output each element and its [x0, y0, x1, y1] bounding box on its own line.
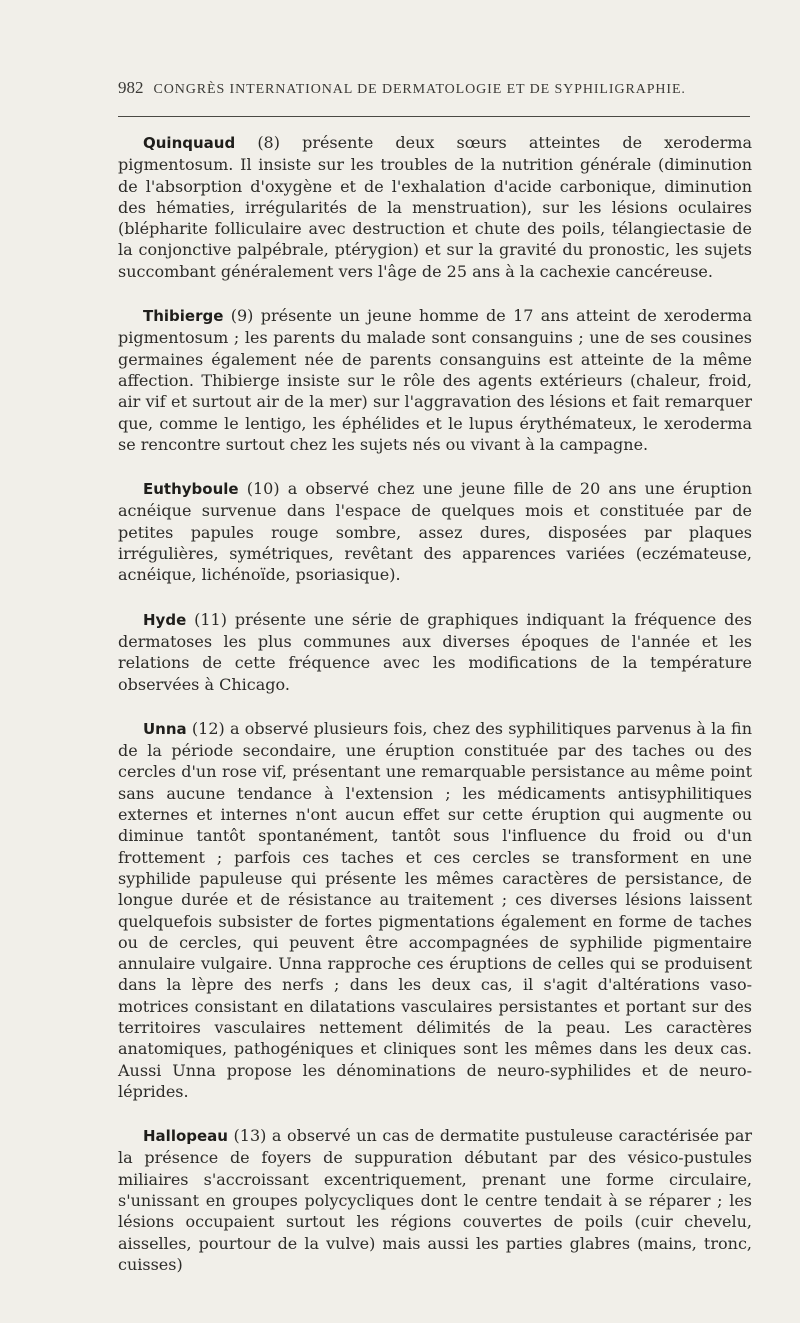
paragraph-text: (11) présente une série de graphiques indiquant la fréquence des dermatoses les plus communes aux diverses époques de l'année et les relations de cette fréquence avec les modifications de la température observées à Chicago.	[118, 609, 752, 694]
author-name: Thibierge	[143, 307, 224, 326]
author-name: Hyde	[143, 610, 187, 629]
paragraph-hallopeau	[118, 1125, 752, 1275]
paragraph-thibierge	[118, 305, 752, 455]
paragraph-text: (9) présente un jeune homme de 17 ans atteint de xeroderma pigmentosum ; les parents du malade sont consanguins ; une de ses cousines germaines également née de parents consanguins est atteinte de la même affection. Thibierge insiste sur le rôle des agents extérieurs (chaleur, froid, air vif et surtout air de la mer) sur l'aggravation des lésions et fait remarquer que, comme le lentigo, les éphélides et le lupus érythémateux, le xeroderma se rencontre surtout chez les sujets nés ou vivant à la campagne.	[118, 306, 752, 454]
author-name: Euthyboule	[143, 480, 239, 499]
header-rule	[118, 116, 750, 117]
body-text	[118, 132, 752, 1298]
paragraph-hyde	[118, 609, 752, 695]
running-title: CONGRÈS INTERNATIONAL DE DERMATOLOGIE ET DE SYPHILIGRAPHIE.	[153, 82, 686, 97]
author-name: Hallopeau	[143, 1127, 228, 1146]
paragraph-quinquaud	[118, 132, 752, 282]
page-number: 982	[118, 78, 144, 97]
paragraph-text: (8) présente deux sœurs atteintes de xeroderma pigmentosum. Il insiste sur les troubles de la nutrition générale (diminution de l'absorption d'oxygène et de l'exhalation d'acide carbonique, diminution des hématies, irrégularités de la menstruation), sur les lésions oculaires (blépharite folliculaire avec destruction et chute des poils, télangiectasie de la conjonctive palpébrale, ptérygion) et sur la gravité du pronostic, les sujets succombant généralement vers l'âge de 25 ans à la cachexie cancéreuse.	[118, 133, 752, 281]
paragraph-euthyboule	[118, 478, 752, 585]
paragraph-unna	[118, 718, 752, 1102]
author-name: Unna	[143, 719, 187, 738]
author-name: Quinquaud	[143, 134, 236, 152]
paragraph-text: (10) a observé chez une jeune fille de 20 ans une éruption acnéique survenue dans l'espace de quelques mois et constituée par de petites papules rouge sombre, assez dures, disposées par plaques irrégulières, symétriques, revêtant des apparences variées (eczémateuse, acnéique, lichénoïde, psoriasique).	[118, 479, 752, 585]
running-header	[118, 78, 748, 98]
paragraph-text: (12) a observé plusieurs fois, chez des syphilitiques parvenus à la fin de la période secondaire, une éruption constituée par des taches ou des cercles d'un rose vif, présentant une remarquable persistance au même point sans aucune tendance à l'extension ; les médicaments antisyphilitiques externes et internes n'ont aucun effet sur cette éruption qui augmente ou diminue tantôt spontanément, tantôt sous l'influence du froid ou d'un frottement ; parfois ces taches et ces cercles se transforment en une syphilide papuleuse qui présente les mêmes caractères de persistance, de longue durée et de résistance au traitement ; ces diverses lésions laissent quelquefois subsister de fortes pigmentations également en forme de taches ou de cercles, qui peuvent être accompagnées de syphilide pigmentaire annulaire vulgaire. Unna rapproche ces éruptions de celles qui se produisent dans la lèpre des nerfs ; dans les deux cas, il s'agit d'altérations vaso-motrices consistant en dilatations vasculaires persistantes et portant sur des territoires vasculaires nettement délimités de la peau. Les caractères anatomiques, pathogéniques et cliniques sont les mêmes dans les deux cas. Aussi Unna propose les dénominations de neuro-syphilides et de neuro-léprides.	[118, 718, 752, 1101]
paragraph-text: (13) a observé un cas de dermatite pustuleuse caractérisée par la présence de foyers de suppuration débutant par des vésico-pustules miliaires s'accroissant excentriquement, prenant une forme circulaire, s'unissant en groupes polycycliques dont le centre tendait à se réparer ; les lésions occupaient surtout les régions couvertes de poils (cuir chevelu, aisselles, pourtour de la vulve) mais aussi les parties glabres (mains, tronc, cuisses)	[118, 1126, 752, 1274]
